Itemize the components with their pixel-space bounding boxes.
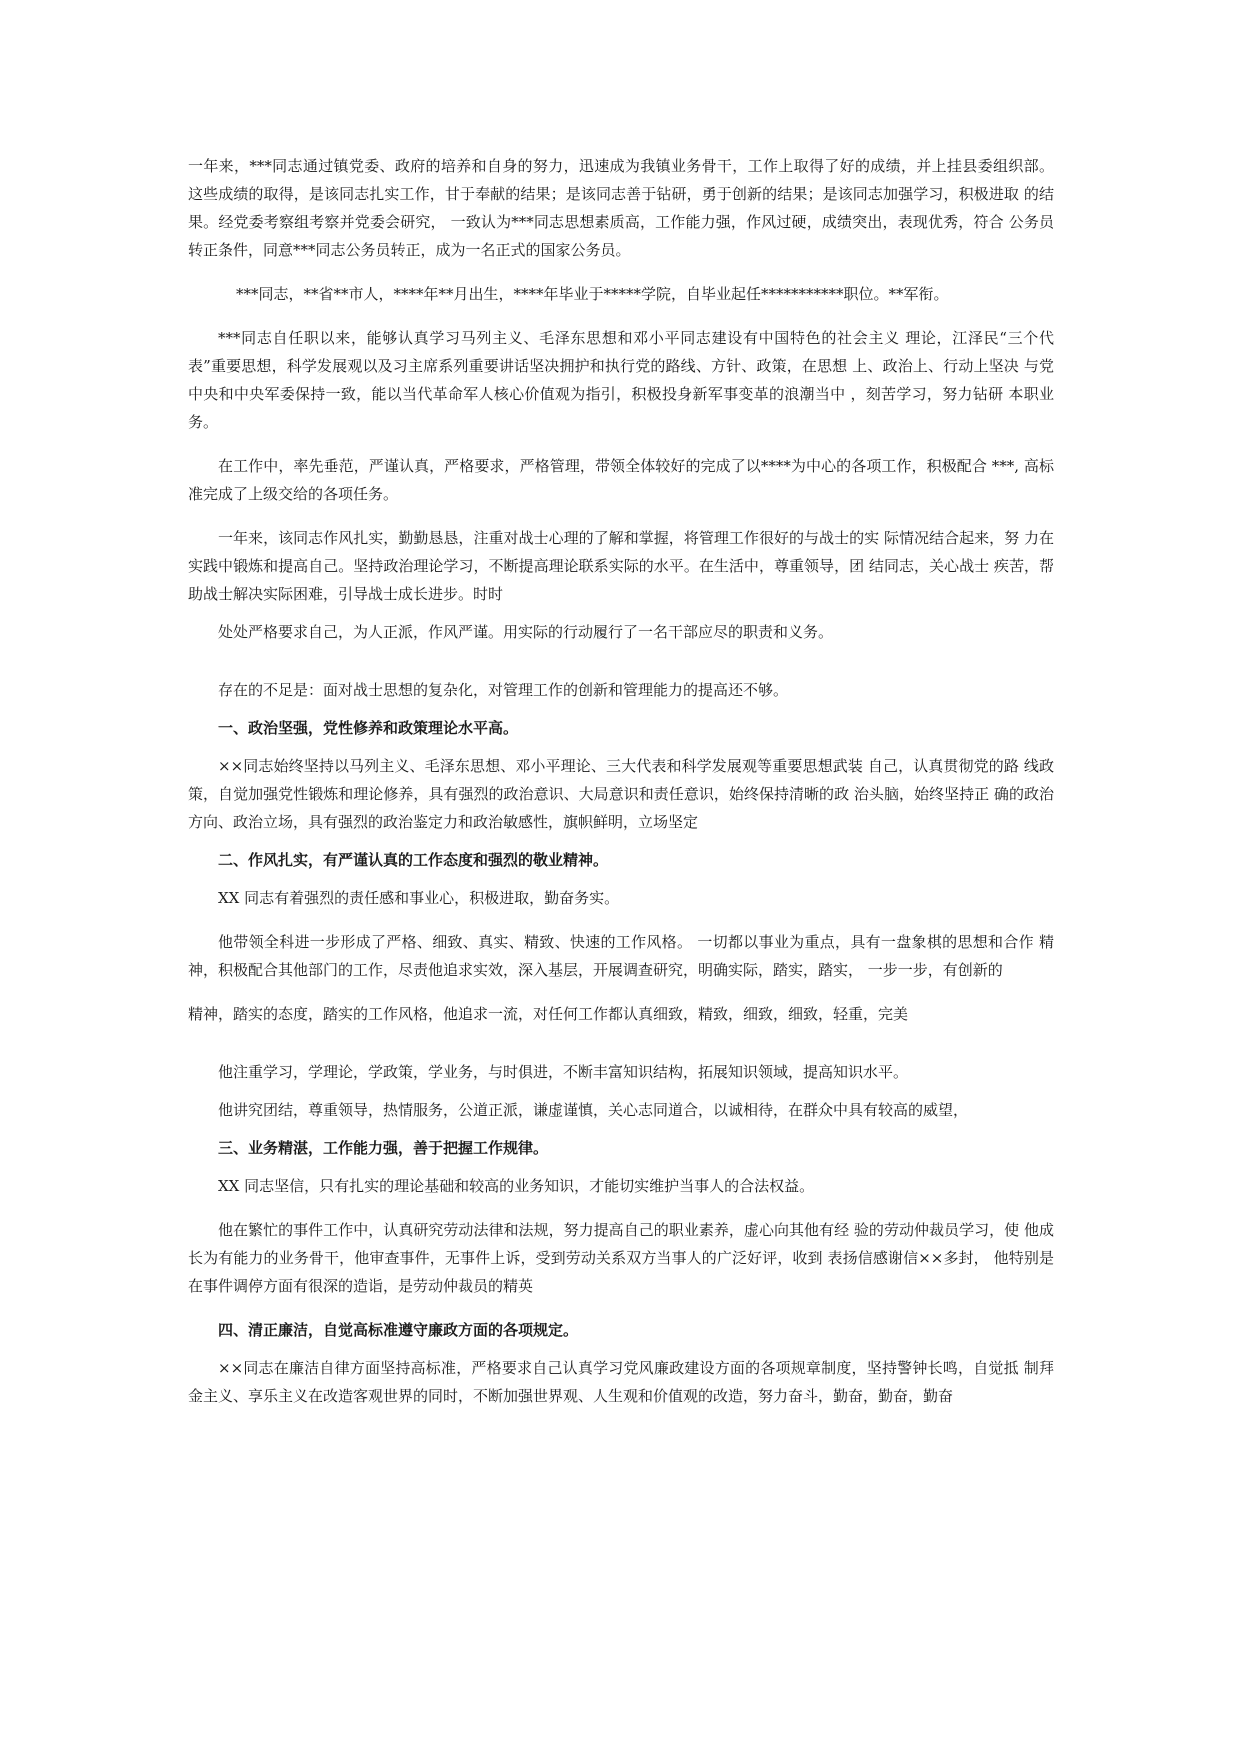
paragraph-integrity: ××同志在廉洁自律方面坚持高标准，严格要求自己认真学习党风廉政建设方面的各项规章制度，坚持警钟长鸣，自觉抵 制拜金主义、享乐主义在改造客观世界的同时，不断加强世界观、人生观和价值观的改造，努力奋斗，勤奋，勤奋，勤奋 xyxy=(188,1359,1054,1405)
section-heading-integrity: 四、清正廉洁，自觉高标准遵守廉政方面的各项规定。 xyxy=(218,1321,579,1339)
paragraph-study: ***同志自任职以来，能够认真学习马列主义、毛泽东思想和邓小平同志建设有中国特色的社会主义 理论，江泽民“三个代 表”重要思想，科学发展观以及习主席系列重要讲话坚决拥护和执行党的路线、方针、政策，在思想 上、政治上、行动上坚决 与党中央和中央军委保持一致，能以当代革命军人核心价值观为指引，积极投身新军事变革的浪潮当中 ，刻苦学习，努力钻研 本职业务。 xyxy=(188,329,1054,431)
paragraph-shortcomings: 存在的不足是：面对战士思想的复杂化，对管理工作的创新和管理能力的提高还不够。 xyxy=(218,681,789,699)
paragraph-political: ××同志始终坚持以马列主义、毛泽东思想、邓小平理论、三大代表和科学发展观等重要思想武装 自己，认真贯彻党的路 线政策，自觉加强党性锻炼和理论修养，具有强烈的政治意识、大局意识和责任意识，始终保持清晰的政 治头脑，始终坚持正 确的政治方向、政治立场，具有强烈的政治鉴定力和政治敏感性，旗帜鲜明，立场坚定 xyxy=(188,757,1054,831)
document-body xyxy=(188,152,1054,1410)
paragraph-learning: 他注重学习，学理论，学政策，学业务，与时俱进，不断丰富知识结构，拓展知识领域，提高知识水平。 xyxy=(218,1063,909,1081)
paragraph-belief: XX 同志坚信，只有扎实的理论基础和较高的业务知识，才能切实维护当事人的合法权益。 xyxy=(218,1177,815,1195)
paragraph-responsibility: XX 同志有着强烈的责任感和事业心，积极进取，勤奋务实。 xyxy=(218,889,620,907)
paragraph-summary: 一年来，***同志通过镇党委、政府的培养和自身的努力，迅速成为我镇业务骨干，工作上取得了好的成绩，并上挂县委组织部。 这些成绩的取得，是该同志扎实工作，甘于奉献的结果；是该同志善于钻研，勇于创新的结果；是该同志加强学习，积极进取 的结果。经党委考察组考察并党委会研究， 一致认为***同志思想素质高，工作能力强，作风过硬，成绩突出，表现优秀，符合 公务员转正条件，同意***同志公务员转正，成为一名正式的国家公务员。 xyxy=(188,157,1054,259)
paragraph-personal-info: ***同志，**省**市人，****年**月出生，****年毕业于*****学院，自毕业起任***********职位。**军衔。 xyxy=(236,285,949,303)
section-heading-political: 一、政治坚强，党性修养和政策理论水平高。 xyxy=(218,719,519,737)
paragraph-conduct: 处处严格要求自己，为人正派，作风严谨。用实际的行动履行了一名干部应尽的职责和义务。 xyxy=(218,623,834,641)
paragraph-arbitration: 他在繁忙的事件工作中，认真研究劳动法律和法规，努力提高自己的职业素养，虚心向其他有经 验的劳动仲裁员学习，使 他成长为有能力的业务骨干，他审查事件，无事件上诉，受到劳动关系双方当事人的广泛好评，收到 表扬信感谢信××多封， 他特别是在事件调停方面有很深的造诣，是劳动仲裁员的精英 xyxy=(188,1221,1054,1295)
paragraph-attitude: 精神，踏实的态度，踏实的工作风格，他追求一流，对任何工作都认真细致，精致，细致，细致，轻重，完美 xyxy=(188,1005,909,1023)
paragraph-leadership: 他带领全科进一步形成了严格、细致、真实、精致、快速的工作风格。 一切都以事业为重点，具有一盘象棋的思想和合作 精神，积极配合其他部门的工作，尽责他追求实效，深入基层，开展调查研究，明确实际，踏实，踏实， 一步一步，有创新的 xyxy=(188,933,1054,979)
paragraph-style: 一年来，该同志作风扎实，勤勤恳恳，注重对战士心理的了解和掌握，将管理工作很好的与战士的实 际情况结合起来，努 力在实践中锻炼和提高自己。坚持政治理论学习，不断提高理论联系实际的水平。在生活中，尊重领导，团 结同志，关心战士 疾苦，帮助战士解决实际困难，引导战士成长进步。时时 xyxy=(188,529,1054,603)
paragraph-unity: 他讲究团结，尊重领导，热情服务，公道正派，谦虚谨慎，关心志同道合，以诚相待，在群众中具有较高的威望， xyxy=(218,1101,969,1119)
section-heading-business: 三、业务精湛，工作能力强，善于把握工作规律。 xyxy=(218,1139,549,1157)
paragraph-work: 在工作中，率先垂范，严谨认真，严格要求，严格管理，带领全体较好的完成了以****为中心的各项工作，积极配合 ***, 高标准完成了上级交给的各项任务。 xyxy=(188,457,1054,503)
section-heading-work-style: 二、作风扎实，有严谨认真的工作态度和强烈的敬业精神。 xyxy=(218,851,609,869)
